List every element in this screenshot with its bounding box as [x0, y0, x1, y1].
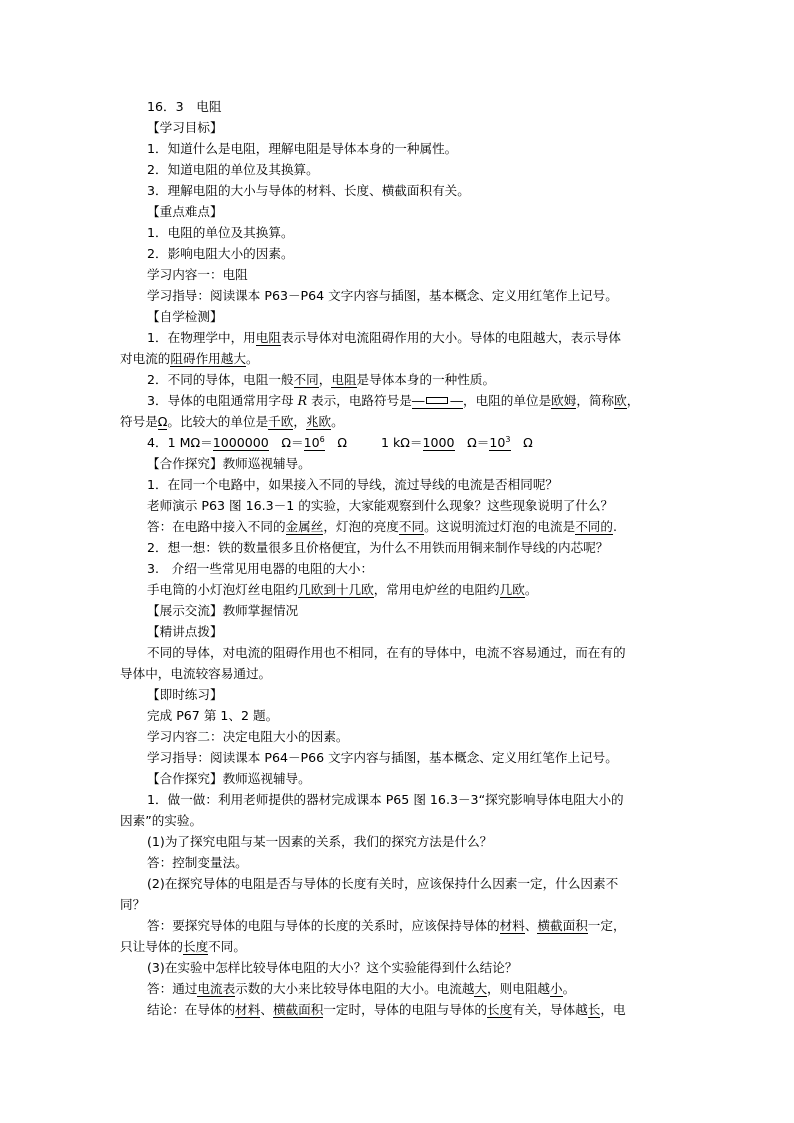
answer-2-cont: 只让导体的长度不同。 [120, 939, 246, 954]
show-header: 【展示交流】教师掌握情况 [147, 603, 299, 618]
question-2-cont: 同？ [120, 897, 146, 912]
blank-answer: 阻碍作用越大 [170, 351, 246, 366]
blank-answer: 欧 [614, 393, 627, 408]
blank-answer: 长 [587, 1002, 601, 1017]
study-guide-one: 学习指导：阅读课本 P63－P64 文字内容与插图，基本概念、定义用红笔作上记号。 [147, 288, 618, 303]
blank-answer: 兆欧 [305, 414, 332, 429]
coop-answer-3: 手电筒的小灯泡灯丝电阻约几欧到十几欧，常用电炉丝的电阻约几欧。 [147, 582, 538, 597]
resistor-symbol-icon [426, 397, 448, 404]
do-activity: 1．做一做：利用老师提供的器材完成课本 P65 图 16.3－3“探究影响导体电阻大小的 [147, 792, 624, 807]
blank-answer: 千欧 [268, 414, 294, 429]
question-1: (1)为了探究电阻与某一因素的关系，我们的探究方法是什么？ [147, 834, 493, 849]
explain-text: 不同的导体，对电流的阻碍作用也不相同，在有的导体中，电流不容易通过，而在有的 [147, 645, 626, 660]
goals-header: 【学习目标】 [147, 120, 223, 135]
self-check-3-cont: 符号是Ω。比较大的单位是千欧，兆欧。 [120, 414, 344, 429]
answer-2: 答：要探究导体的电阻与导体的长度的关系时，应该保持导体的材料、横截面积一定， [147, 918, 626, 933]
key-item: 2．影响电阻大小的因素。 [147, 246, 294, 261]
practice-text: 完成 P67 第 1、2 题。 [147, 708, 279, 723]
section-title: 16．3 电阻 [147, 99, 222, 114]
blank-answer: 横截面积 [537, 918, 588, 933]
study-guide-two: 学习指导：阅读课本 P64－P66 文字内容与插图，基本概念、定义用红笔作上记号。 [147, 750, 618, 765]
blank-answer: 不同 [398, 519, 425, 534]
document-body [120, 96, 680, 1020]
question-2: (2)在探究导体的电阻是否与导体的长度有关时，应该保持什么因素一定，什么因素不 [147, 876, 619, 891]
goal-item: 2．知道电阻的单位及其换算。 [147, 162, 319, 177]
blank-answer: 小 [550, 981, 563, 996]
answer-1: 答：控制变量法。 [147, 855, 248, 870]
do-activity-cont: 因素”的实验。 [120, 813, 203, 828]
content-two-heading: 学习内容二：决定电阻大小的因素。 [147, 729, 349, 744]
self-check-header: 【自学检测】 [147, 309, 223, 324]
blank-answer: Ω [157, 414, 168, 429]
blank-answer: 几欧 [499, 582, 525, 597]
explain-text-cont: 导体中，电流较容易通过。 [120, 666, 272, 681]
blank-answer: $10^6$ [303, 435, 325, 450]
blank-answer: 欧姆 [551, 393, 577, 408]
blank-answer: 电阻 [255, 330, 281, 345]
explain-header: 【精讲点拨】 [147, 624, 223, 639]
answer-3: 答：通过电流表示数的大小来比较导体电阻的大小。电流越大，则电阻越小。 [147, 981, 576, 996]
coop-header-1: 【合作探究】教师巡视辅导。 [147, 456, 311, 471]
blank-answer: $10^3$ [489, 435, 511, 450]
blank-answer: 长度 [182, 939, 209, 954]
resistor-symbol-blank: ― ― [411, 393, 463, 408]
self-check-1-cont: 对电流的阻碍作用越大。 [120, 351, 259, 366]
blank-answer: 金属丝 [285, 519, 324, 534]
blank-answer: 横截面积 [272, 1002, 324, 1017]
question-3: (3)在实验中怎样比较导体电阻的大小？这个实验能得到什么结论？ [147, 960, 518, 975]
key-header: 【重点难点】 [147, 204, 223, 219]
key-item: 1．电阻的单位及其换算。 [147, 225, 294, 240]
content-one-heading: 学习内容一：电阻 [147, 267, 248, 282]
practice-header: 【即时练习】 [147, 687, 223, 702]
blank-answer: 几欧到十几欧 [298, 582, 374, 597]
blank-answer: 大 [474, 981, 488, 996]
blank-answer: 电阻 [331, 372, 357, 387]
coop-question-1: 1．在同一个电路中，如果接入不同的导线，流过导线的电流是否相同呢？ [147, 477, 559, 492]
coop-question-3: 3. 介绍一些常见用电器的电阻的大小： [147, 561, 374, 576]
self-check-2: 2．不同的导体，电阻一般不同，电阻是导体本身的一种性质。 [147, 372, 496, 387]
self-check-1: 1．在物理学中，用电阻表示导体对电流阻碍作用的大小。导体的电阻越大，表示导体 [147, 330, 621, 345]
goal-item: 3．理解电阻的大小与导体的材料、长度、横截面积有关。 [147, 183, 470, 198]
self-check-3: 3．导体的电阻通常用字母 R 表示，电路符号是― ―，电阻的单位是欧姆，简称欧， [147, 393, 640, 408]
blank-answer: 长度 [487, 1002, 513, 1017]
blank-answer: 材料 [235, 1002, 261, 1017]
blank-answer: 不同的 [575, 519, 613, 534]
coop-demo: 老师演示 P63 图 16.3－1 的实验，大家能观察到什么现象？这些现象说明了什么？ [147, 498, 614, 513]
blank-answer: 1000000 [212, 435, 269, 450]
blank-answer: 1000 [422, 435, 455, 450]
blank-answer: 材料 [499, 918, 525, 933]
coop-answer-1: 答：在电路中接入不同的金属丝，灯泡的亮度不同。这说明流过灯泡的电流是不同的. [147, 519, 617, 534]
blank-answer: 电流表 [197, 981, 236, 996]
blank-answer: 不同 [293, 372, 319, 387]
coop-header-2: 【合作探究】教师巡视辅导。 [147, 771, 311, 786]
coop-question-2: 2．想一想：铁的数量很多且价格便宜，为什么不用铁而用铜来制作导线的内芯呢？ [147, 540, 609, 555]
goal-item: 1．知道什么是电阻，理解电阻是导体本身的一种属性。 [147, 141, 458, 156]
self-check-4: 4．1 MΩ＝1000000 $\Omega=10^6$ Ω 1 kΩ＝1000 $\Omega=10^3$ Ω [147, 435, 533, 450]
conclusion: 结论：在导体的材料、横截面积一定时，导体的电阻与导体的长度有关，导体越长，电 [147, 1002, 626, 1017]
